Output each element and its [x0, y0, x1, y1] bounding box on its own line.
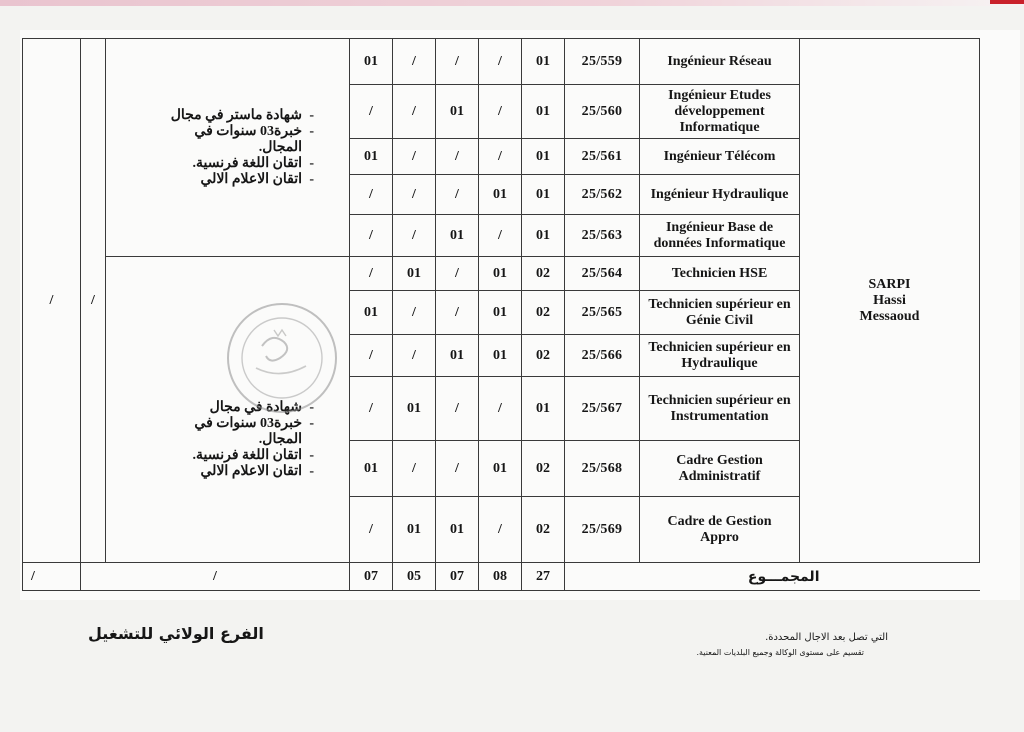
total-count-cell: 07: [436, 563, 479, 591]
totals-row: [23, 563, 980, 591]
count-cell: 01: [479, 257, 522, 291]
count-cell: /: [393, 335, 436, 377]
count-cell: /: [479, 139, 522, 175]
requirements-group-1: [106, 39, 350, 257]
count-cell: /: [436, 139, 479, 175]
count-cell: /: [350, 497, 393, 563]
offer-code: 25/563: [565, 215, 640, 257]
offer-code: 25/565: [565, 291, 640, 335]
requirement-item: - خبرة03 سنوات في المجال.: [162, 416, 312, 448]
total-cell: 01: [522, 85, 565, 139]
red-corner-mark: [990, 0, 1024, 4]
total-cell: 02: [522, 257, 565, 291]
count-cell: 01: [350, 139, 393, 175]
count-cell: /: [436, 441, 479, 497]
post-title: Ingénieur Télécom: [640, 139, 800, 175]
total-cell: 02: [522, 497, 565, 563]
total-count-cell: 07: [350, 563, 393, 591]
site-name: SARPI Hassi Messaoud: [800, 39, 980, 563]
post-title: Ingénieur Base de données Informatique: [640, 215, 800, 257]
count-cell: 01: [393, 377, 436, 441]
count-cell: /: [436, 175, 479, 215]
paper-edge: [0, 0, 1024, 6]
post-title: Technicien HSE: [640, 257, 800, 291]
count-cell: 01: [479, 175, 522, 215]
count-cell: /: [393, 85, 436, 139]
count-cell: /: [350, 85, 393, 139]
requirement-item: - شهادة ماستر في مجال: [162, 108, 312, 124]
totals-label: المجمـــوع: [565, 563, 980, 591]
total-cell: 02: [522, 441, 565, 497]
offer-code: 25/561: [565, 139, 640, 175]
post-title: Technicien supérieur en Hydraulique: [640, 335, 800, 377]
count-cell: /: [393, 441, 436, 497]
count-cell: /: [436, 377, 479, 441]
total-cell: 01: [522, 139, 565, 175]
count-cell: 01: [436, 215, 479, 257]
total-count-cell: 05: [393, 563, 436, 591]
count-cell: /: [350, 175, 393, 215]
count-cell: /: [393, 39, 436, 85]
count-cell: 01: [436, 335, 479, 377]
totals-mid-mark: /: [81, 563, 350, 591]
office-stamp: [222, 298, 342, 418]
offer-code: 25/568: [565, 441, 640, 497]
count-cell: /: [479, 215, 522, 257]
offer-code: 25/559: [565, 39, 640, 85]
post-title: Cadre Gestion Administratif: [640, 441, 800, 497]
count-cell: 01: [479, 335, 522, 377]
count-cell: 01: [350, 291, 393, 335]
offer-code: 25/560: [565, 85, 640, 139]
count-cell: /: [393, 215, 436, 257]
total-cell: 01: [522, 175, 565, 215]
count-cell: 01: [393, 257, 436, 291]
total-cell: 01: [522, 39, 565, 85]
count-cell: /: [436, 257, 479, 291]
count-cell: 01: [436, 497, 479, 563]
signature-title: الفرع الولائي للتشغيل: [88, 624, 264, 643]
total-cell: 01: [522, 377, 565, 441]
count-cell: 01: [393, 497, 436, 563]
total-cell: 02: [522, 335, 565, 377]
requirement-item: - اتقان الاعلام الالي: [162, 464, 312, 480]
count-cell: /: [479, 39, 522, 85]
total-cell: 02: [522, 291, 565, 335]
post-title: Ingénieur Réseau: [640, 39, 800, 85]
count-cell: /: [479, 497, 522, 563]
side-mark-col1: /: [23, 39, 81, 563]
count-cell: 01: [350, 39, 393, 85]
count-cell: /: [436, 39, 479, 85]
count-cell: /: [350, 335, 393, 377]
footer-note-1: التي تصل بعد الاجال المحددة.: [765, 632, 888, 643]
count-cell: 01: [479, 291, 522, 335]
offer-code: 25/569: [565, 497, 640, 563]
count-cell: 01: [479, 441, 522, 497]
count-cell: 01: [436, 85, 479, 139]
offer-code: 25/564: [565, 257, 640, 291]
post-title: Cadre de Gestion Appro: [640, 497, 800, 563]
count-cell: /: [350, 377, 393, 441]
requirement-item: - خبرة03 سنوات في المجال.: [162, 124, 312, 156]
offer-code: 25/566: [565, 335, 640, 377]
post-title: Technicien supérieur en Instrumentation: [640, 377, 800, 441]
table-row: [23, 39, 980, 85]
count-cell: /: [393, 291, 436, 335]
count-cell: /: [393, 175, 436, 215]
totals-left-mark: /: [23, 563, 81, 591]
count-cell: /: [479, 85, 522, 139]
post-title: Technicien supérieur en Génie Civil: [640, 291, 800, 335]
total-count-cell: 08: [479, 563, 522, 591]
requirement-item: - شهادة في مجال: [162, 400, 312, 416]
count-cell: /: [350, 215, 393, 257]
footer-note-2: تقسيم على مستوى الوكالة وجميع البلديات المعنية.: [696, 648, 864, 657]
count-cell: /: [436, 291, 479, 335]
job-offers-table: [22, 38, 980, 591]
offer-code: 25/567: [565, 377, 640, 441]
total-cell: 01: [522, 215, 565, 257]
requirement-item: - اتقان الاعلام الالي: [162, 172, 312, 188]
post-title: Ingénieur Etudes développement Informatique: [640, 85, 800, 139]
requirement-item: - اتقان اللغة فرنسية.: [162, 448, 312, 464]
post-title: Ingénieur Hydraulique: [640, 175, 800, 215]
offer-code: 25/562: [565, 175, 640, 215]
count-cell: /: [479, 377, 522, 441]
count-cell: 01: [350, 441, 393, 497]
count-cell: /: [350, 257, 393, 291]
requirement-item: - اتقان اللغة فرنسية.: [162, 156, 312, 172]
count-cell: /: [393, 139, 436, 175]
grand-total-cell: 27: [522, 563, 565, 591]
side-mark-col2: /: [81, 39, 106, 563]
